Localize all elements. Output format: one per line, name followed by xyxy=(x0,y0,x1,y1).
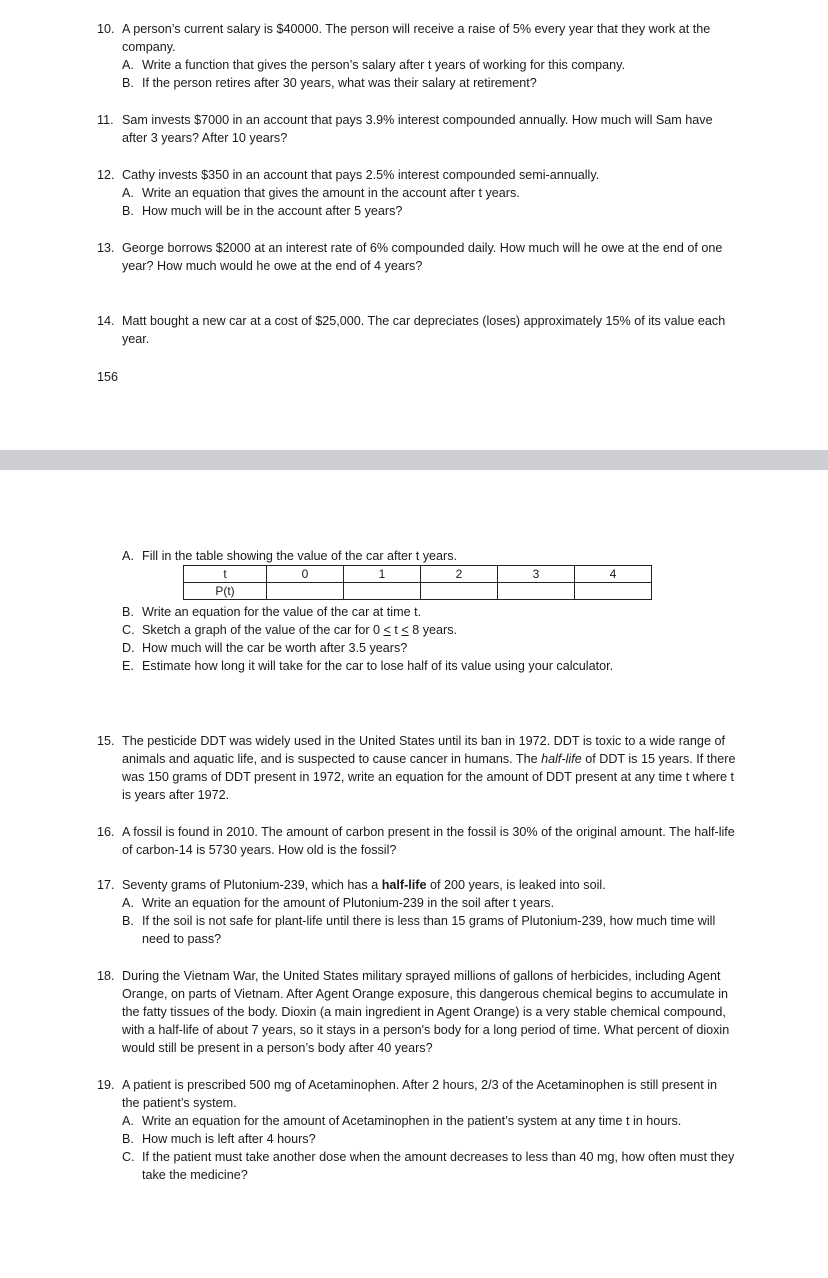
page-number: 156 xyxy=(97,370,119,384)
table-header-t: t xyxy=(184,566,267,583)
question-text: Seventy grams of Plutonium-239, which has a half-life of 200 years, is leaked into soil. xyxy=(122,878,606,892)
question-number: 14. xyxy=(97,314,115,328)
sub-question-text: Estimate how long it will take for the car to lose half of its value using your calculator. xyxy=(142,659,614,673)
table-cell: 2 xyxy=(421,566,498,583)
sub-question-text: Write an equation for the amount of Plutonium-239 in the soil after t years. xyxy=(142,896,555,910)
sub-question-b xyxy=(122,74,737,92)
table-cell-blank[interactable] xyxy=(267,583,344,600)
sub-question-text: Sketch a graph of the value of the car for 0 < t < 8 years. xyxy=(142,623,458,637)
question-13 xyxy=(97,239,737,275)
question-15 xyxy=(97,732,737,804)
sub-question-a xyxy=(122,184,737,202)
question-number: 10. xyxy=(97,22,115,36)
table-row xyxy=(184,583,652,600)
table-header-pt: P(t) xyxy=(184,583,267,600)
table-cell-blank[interactable] xyxy=(421,583,498,600)
question-12 xyxy=(97,166,737,220)
table-cell: 0 xyxy=(267,566,344,583)
table-cell: 4 xyxy=(575,566,652,583)
question-10 xyxy=(97,20,737,92)
table-cell-blank[interactable] xyxy=(344,583,421,600)
sub-question-a xyxy=(122,56,737,74)
question-18 xyxy=(97,967,737,1057)
sub-question-a xyxy=(122,1112,737,1130)
question-14-parts-b-e xyxy=(122,603,762,675)
sub-question-text: Write an equation that gives the amount in the account after t years. xyxy=(142,186,520,200)
sub-letter: A. xyxy=(122,186,134,200)
table-cell: 3 xyxy=(498,566,575,583)
question-text: George borrows $2000 at an interest rate of 6% compounded daily. How much will he owe at the end of one year? How much would he owe at the end of 4 years? xyxy=(122,241,723,273)
question-17 xyxy=(97,876,737,948)
sub-question-b xyxy=(122,202,737,220)
sub-question-c xyxy=(122,1148,737,1184)
sub-question-b xyxy=(122,912,737,948)
sub-letter: C. xyxy=(122,1150,135,1164)
sub-question-d xyxy=(122,639,762,657)
question-number: 15. xyxy=(97,734,115,748)
sub-question-text: Write an equation for the amount of Acetaminophen in the patient’s system at any time t in hours. xyxy=(142,1114,682,1128)
sub-question-b xyxy=(122,603,762,621)
sub-question-a xyxy=(122,894,737,912)
sub-question-text: If the soil is not safe for plant-life until there is less than 15 grams of Plutonium-239, how much time will need to pass? xyxy=(142,914,716,946)
sub-question-text: How much is left after 4 hours? xyxy=(142,1132,316,1146)
sub-letter: A. xyxy=(122,1114,134,1128)
sub-letter: E. xyxy=(122,659,134,673)
sub-letter: C. xyxy=(122,623,135,637)
table-row xyxy=(184,566,652,583)
question-number: 16. xyxy=(97,825,115,839)
table-cell-blank[interactable] xyxy=(498,583,575,600)
sub-question-c xyxy=(122,621,762,639)
question-text: A person’s current salary is $40000. The person will receive a raise of 5% every year that they work at the company. xyxy=(122,22,711,54)
sub-letter: B. xyxy=(122,76,134,90)
sub-letter: B. xyxy=(122,914,134,928)
question-number: 11. xyxy=(97,113,114,127)
sub-question-text: Write a function that gives the person’s salary after t years of working for this company. xyxy=(142,58,625,72)
sub-question-text: How much will be in the account after 5 years? xyxy=(142,204,403,218)
sub-letter: B. xyxy=(122,1132,134,1146)
sub-question-b xyxy=(122,1130,737,1148)
question-text: The pesticide DDT was widely used in the United States until its ban in 1972. DDT is toxic to a wide range of animals and aquatic life, and is suspected to cause cancer in humans. The half-life of DDT is 15 years. If there was 150 grams of DDT present in 1972, write an equation for the amount of DDT present at any time t where t is years after 1972. xyxy=(122,734,736,802)
sub-question-text: Write an equation for the value of the car at time t. xyxy=(142,605,422,619)
question-text: A fossil is found in 2010. The amount of carbon present in the fossil is 30% of the original amount. The half-life of carbon-14 is 5730 years. How old is the fossil? xyxy=(122,825,735,857)
question-number: 19. xyxy=(97,1078,115,1092)
question-text: Sam invests $7000 in an account that pays 3.9% interest compounded annually. How much will Sam have after 3 years? After 10 years? xyxy=(122,113,713,145)
question-16 xyxy=(97,823,737,859)
question-text: During the Vietnam War, the United States military sprayed millions of gallons of herbicides, including Agent Orange, on parts of Vietnam. After Agent Orange exposure, this dangerous chemical begins to accumulate in the fatty tissues of the body. Dioxin (a main ingredient in Agent Orange) is a very stable chemical compound, with a half-life of about 7 years, so it stays in a person's body for a long period of time. What percent of dioxin would still be present in a person’s body after 40 years? xyxy=(122,969,730,1055)
sub-question-text: How much will the car be worth after 3.5 years? xyxy=(142,641,408,655)
sub-letter: A. xyxy=(122,58,134,72)
table-cell: 1 xyxy=(344,566,421,583)
question-11 xyxy=(97,111,737,147)
sub-letter: B. xyxy=(122,204,134,218)
question-text: Cathy invests $350 in an account that pays 2.5% interest compounded semi-annually. xyxy=(122,168,600,182)
question-19 xyxy=(97,1076,737,1184)
sub-letter: D. xyxy=(122,641,135,655)
question-text: A patient is prescribed 500 mg of Acetaminophen. After 2 hours, 2/3 of the Acetaminophen is still present in the patient’s system. xyxy=(122,1078,718,1110)
question-number: 17. xyxy=(97,878,115,892)
sub-question-text: Fill in the table showing the value of the car after t years. xyxy=(142,549,458,563)
sub-question-text: If the patient must take another dose when the amount decreases to less than 40 mg, how often must they take the medicine? xyxy=(142,1150,735,1182)
sub-letter: A. xyxy=(122,896,134,910)
sub-question-text: If the person retires after 30 years, what was their salary at retirement? xyxy=(142,76,537,90)
sub-letter: B. xyxy=(122,605,134,619)
table-cell-blank[interactable] xyxy=(575,583,652,600)
sub-letter: A. xyxy=(122,549,134,563)
question-number: 12. xyxy=(97,168,115,182)
question-14 xyxy=(97,312,737,348)
car-value-table xyxy=(183,565,652,600)
question-14-part-a xyxy=(122,547,762,565)
sub-question-e xyxy=(122,657,762,675)
question-number: 18. xyxy=(97,969,115,983)
question-number: 13. xyxy=(97,241,115,255)
question-text: Matt bought a new car at a cost of $25,000. The car depreciates (loses) approximately 15% of its value each year. xyxy=(122,314,726,346)
page-divider xyxy=(0,450,828,470)
